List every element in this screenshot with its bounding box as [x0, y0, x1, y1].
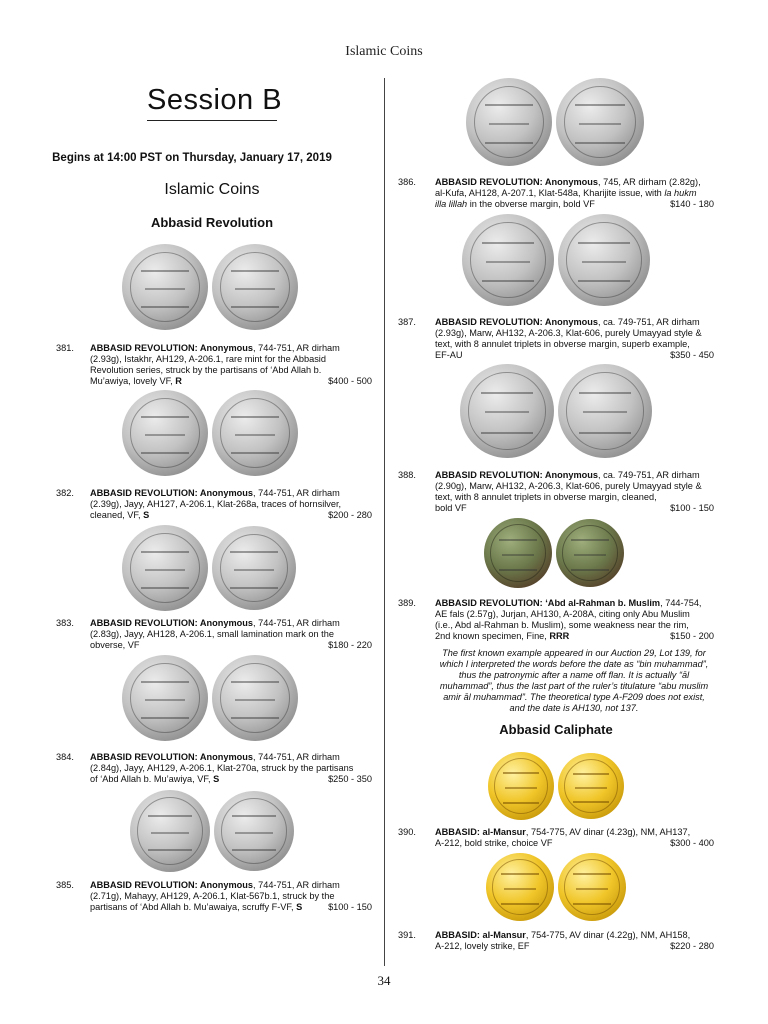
coin-obverse-image — [486, 853, 554, 921]
subsection-abbasid-revolution: Abbasid Revolution — [150, 215, 274, 230]
running-head: Islamic Coins — [345, 44, 423, 59]
lot-desc-line: , 754-775, AV dinar (4.22g), NM, AH158, — [525, 930, 691, 940]
lot-385 — [56, 880, 372, 913]
section-heading: Islamic Coins — [164, 181, 260, 198]
rarity-grade: RRR — [549, 631, 570, 641]
lot-desc-line: , 744-754, — [660, 598, 702, 608]
lot-389 — [398, 598, 714, 642]
lot-desc-line: , ca. 749-751, AR dirham — [598, 317, 700, 327]
lot-desc-line: (i.e., Abd al-Rahman b. Muslim), some weakness near the rim, — [435, 620, 689, 630]
lot-estimate: $250 - 350 — [328, 774, 372, 784]
lot-desc-line: EF-AU — [435, 350, 463, 360]
lot-desc-line: partisans of ‘Abd Allah b. Mu’awaiya, scruffy F-VF, — [90, 902, 297, 912]
coin-images-382 — [122, 390, 298, 476]
lot-estimate: $180 - 220 — [328, 640, 372, 650]
coin-reverse-image — [558, 853, 626, 921]
lot-title: ABBASID REVOLUTION: Anonymous — [435, 177, 598, 187]
coin-obverse-image — [130, 790, 210, 872]
lot-number: 381. — [56, 343, 74, 353]
lot-number: 388. — [398, 470, 416, 480]
coin-images-381 — [122, 244, 298, 330]
lot-desc-line: cleaned, VF, — [90, 510, 144, 520]
lot-desc-line: (2.83g), Jayy, AH128, A-206.1, small lamination mark on the — [90, 629, 334, 639]
lot-desc-line: AE fals (2.57g), Jurjan, AH130, A-208A, citing only Abu Muslim — [435, 609, 690, 619]
lot-desc-line: , 744-751, AR dirham — [253, 488, 340, 498]
coin-obverse-image — [484, 518, 552, 588]
coin-obverse-image — [460, 364, 554, 458]
session-title: Session B — [147, 84, 283, 116]
lot-desc-line: (2.93g), Istakhr, AH129, A-206.1, rare mint for the Abbasid — [90, 354, 326, 364]
lot-desc-line: , ca. 749-751, AR dirham — [598, 470, 700, 480]
lot-number: 390. — [398, 827, 416, 837]
lot-desc-line: , 744-751, AR dirham — [253, 618, 340, 628]
coin-obverse-image — [122, 655, 208, 741]
lot-382 — [56, 488, 372, 521]
lot-desc-line: A-212, lovely strike, EF — [435, 941, 530, 951]
rarity-grade: S — [143, 510, 150, 520]
lot-title: ABBASID REVOLUTION: Anonymous — [90, 343, 253, 353]
lot-title: ABBASID REVOLUTION: Anonymous — [435, 470, 598, 480]
coin-obverse-image — [122, 525, 208, 611]
lot-desc-line: obverse, VF — [90, 640, 140, 650]
lot-381 — [56, 343, 372, 387]
lot-desc-line: (2.71g), Mahayy, AH129, A-206.1, Klat-567b.1, struck by the — [90, 891, 335, 901]
lot-number: 382. — [56, 488, 74, 498]
lot-desc-line: , 744-751, AR dirham — [253, 752, 340, 762]
lot-386 — [398, 177, 714, 210]
lot-desc-line: A-212, bold strike, choice VF — [435, 838, 553, 848]
rarity-grade: S — [213, 774, 220, 784]
coin-reverse-image — [212, 655, 298, 741]
footnote-line: muhammad”, thus the last part of the ruler’s titulature “abu muslim — [439, 681, 709, 691]
lot-number: 385. — [56, 880, 74, 890]
coin-images-389 — [484, 518, 624, 588]
coin-images-385 — [130, 790, 294, 872]
lot-desc-line: (2.90g), Marw, AH132, A-206.3, Klat-606, purely Umayyad style & — [435, 481, 702, 491]
lot-383 — [56, 618, 372, 651]
lot-desc-line: Revolution series, struck by the partisans of ‘Abd Allah b. — [90, 365, 322, 375]
lot-desc-line: text, with 8 annulet triplets in obverse margin, superb example, — [435, 339, 690, 349]
coin-images-383 — [122, 525, 296, 611]
coin-images-384 — [122, 655, 298, 741]
coin-images-388 — [460, 364, 652, 458]
lot-desc-line: in the obverse margin, bold VF — [467, 199, 595, 209]
lot-389-footnote — [392, 648, 756, 714]
coin-reverse-image — [556, 78, 644, 166]
lot-estimate: $100 - 150 — [328, 902, 372, 912]
lot-desc-line: , 744-751, AR dirham — [253, 343, 340, 353]
lot-estimate: $150 - 200 — [670, 631, 714, 641]
coin-images-386 — [466, 78, 644, 166]
lot-number: 384. — [56, 752, 74, 762]
lot-desc-line: al-Kufa, AH128, A-207.1, Klat-548a, Kharijite issue, with — [435, 188, 665, 198]
lot-desc-line: , 754-775, AV dinar (4.23g), NM, AH137, — [525, 827, 691, 837]
coin-obverse-image — [466, 78, 552, 166]
coin-reverse-image — [558, 214, 650, 306]
coin-images-387 — [462, 214, 650, 306]
lot-388 — [398, 470, 714, 514]
lot-desc-line: bold VF — [435, 503, 467, 513]
coin-obverse-image — [462, 214, 554, 306]
lot-391 — [398, 930, 714, 952]
lot-desc-line: 2nd known specimen, Fine, — [435, 631, 550, 641]
lot-title: ABBASID REVOLUTION: Anonymous — [90, 618, 253, 628]
inscription-text: la hukm — [664, 188, 697, 198]
lot-title: ABBASID REVOLUTION: Anonymous — [435, 317, 598, 327]
lot-estimate: $350 - 450 — [670, 350, 714, 360]
lot-desc-line: of ‘Abd Allah b. Mu’awiya, VF, — [90, 774, 214, 784]
rarity-grade: S — [296, 902, 303, 912]
lot-desc-line: Mu’awiya, lovely VF, — [90, 376, 176, 386]
lot-desc-line: , 745, AR dirham (2.82g), — [598, 177, 701, 187]
coin-reverse-image — [212, 526, 296, 610]
lot-number: 383. — [56, 618, 74, 628]
coin-obverse-image — [122, 244, 208, 330]
footnote-line: which I interpreted the words before the date as “bin muhammad”, — [439, 659, 709, 669]
coin-reverse-image — [212, 390, 298, 476]
lot-estimate: $100 - 150 — [670, 503, 714, 513]
lot-desc-line: (2.93g), Marw, AH132, A-206.3, Klat-606, purely Umayyad style & — [435, 328, 702, 338]
coin-images-390 — [488, 752, 624, 820]
coin-reverse-image — [558, 364, 652, 458]
lot-title: ABBASID REVOLUTION: ‘Abd al-Rahman b. Muslim — [435, 598, 661, 608]
coin-reverse-image — [558, 753, 624, 819]
coin-obverse-image — [122, 390, 208, 476]
footnote-line: thus the patronymic after a name off flan. It is actually “āl — [458, 670, 690, 680]
lot-estimate: $140 - 180 — [670, 199, 714, 209]
lot-number: 386. — [398, 177, 416, 187]
coin-reverse-image — [556, 519, 624, 587]
rarity-grade: R — [175, 376, 182, 386]
footnote-line: amir āl muhammad”. The theoretical type A-F209 does not exist, — [443, 692, 705, 702]
footnote-line: and the date is AH130, not 137. — [509, 703, 639, 713]
lot-title: ABBASID: al-Mansur — [435, 930, 526, 940]
column-divider — [384, 78, 385, 966]
session-start-time: Begins at 14:00 PST on Thursday, January 17, 2019 — [52, 152, 332, 164]
coin-reverse-image — [214, 791, 294, 871]
lot-desc-line: text, with 8 annulet triplets in obverse margin, cleaned, — [435, 492, 657, 502]
lot-estimate: $220 - 280 — [670, 941, 714, 951]
lot-estimate: $400 - 500 — [328, 376, 372, 386]
lot-title: ABBASID REVOLUTION: Anonymous — [90, 488, 253, 498]
lot-title: ABBASID REVOLUTION: Anonymous — [90, 752, 253, 762]
coin-images-391 — [486, 853, 626, 921]
lot-387 — [398, 317, 714, 361]
footnote-line: The first known example appeared in our Auction 29, Lot 139, for — [442, 648, 706, 658]
subsection-abbasid-caliphate: Abbasid Caliphate — [499, 722, 613, 737]
lot-number: 389. — [398, 598, 416, 608]
inscription-text: illa lillah — [435, 199, 468, 209]
coin-reverse-image — [212, 244, 298, 330]
lot-number: 387. — [398, 317, 416, 327]
lot-title: ABBASID: al-Mansur — [435, 827, 526, 837]
lot-estimate: $300 - 400 — [670, 838, 714, 848]
lot-384 — [56, 752, 372, 785]
lot-desc-line: , 744-751, AR dirham — [253, 880, 340, 890]
lot-number: 391. — [398, 930, 416, 940]
lot-estimate: $200 - 280 — [328, 510, 372, 520]
lot-desc-line: (2.84g), Jayy, AH129, A-206.1, Klat-270a, struck by the partisans — [90, 763, 354, 773]
lot-title: ABBASID REVOLUTION: Anonymous — [90, 880, 253, 890]
coin-obverse-image — [488, 752, 554, 820]
session-title-underline — [147, 120, 277, 121]
lot-390 — [398, 827, 714, 849]
lot-desc-line: (2.39g), Jayy, AH127, A-206.1, Klat-268a, traces of hornsilver, — [90, 499, 342, 509]
page-number: 34 — [377, 973, 391, 988]
